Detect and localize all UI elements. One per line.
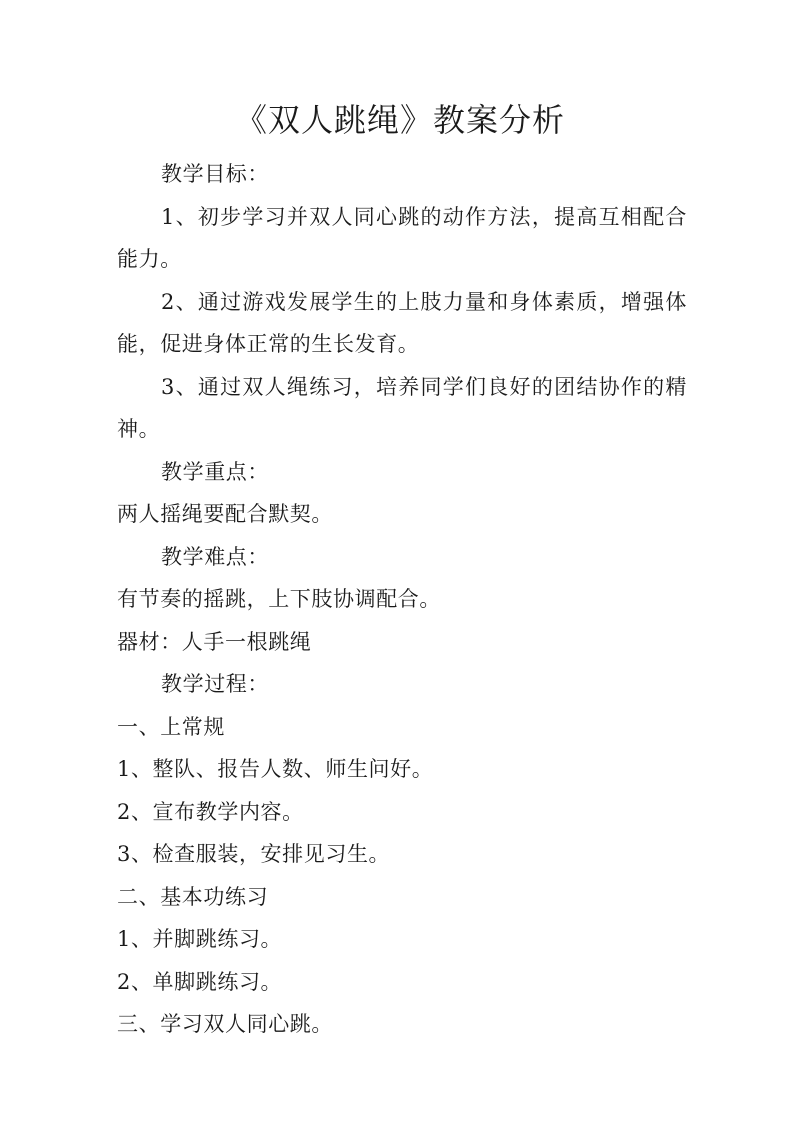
paragraph-section-1-item-1: 1、整队、报告人数、师生问好。 bbox=[117, 757, 434, 781]
paragraph-equipment: 器材：人手一根跳绳 bbox=[117, 629, 312, 654]
paragraph-teaching-goals-heading: 教学目标： bbox=[161, 162, 269, 186]
paragraph-section-2-item-2: 2、单脚跳练习。 bbox=[117, 969, 283, 994]
paragraph-difficulties-heading: 教学难点： bbox=[161, 544, 269, 569]
paragraph-goal-2: 2、通过游戏发展学生的上肢力量和身体素质，增强体能，促进身体正常的生长发育。 bbox=[117, 289, 687, 356]
paragraph-section-3: 三、学习双人同心跳。 bbox=[117, 1012, 333, 1036]
document-body bbox=[117, 153, 687, 1046]
paragraph-key-points: 两人摇绳要配合默契。 bbox=[117, 502, 333, 526]
paragraph-section-2-item-1: 1、并脚跳练习。 bbox=[117, 927, 283, 951]
paragraph-section-1-item-3: 3、检查服装，安排见习生。 bbox=[117, 842, 391, 866]
paragraph-key-points-heading: 教学重点： bbox=[161, 459, 269, 484]
paragraph-section-1: 一、上常规 bbox=[117, 714, 225, 739]
document-title: 《双人跳绳》教案分析 bbox=[234, 101, 565, 139]
paragraph-goal-1: 1、初步学习并双人同心跳的动作方法，提高互相配合能力。 bbox=[117, 204, 687, 271]
paragraph-process-heading: 教学过程： bbox=[161, 672, 269, 696]
paragraph-section-1-item-2: 2、宣布教学内容。 bbox=[117, 799, 304, 824]
paragraph-goal-3: 3、通过双人绳练习，培养同学们良好的团结协作的精神。 bbox=[117, 374, 687, 441]
paragraph-section-2: 二、基本功练习 bbox=[117, 884, 269, 909]
paragraph-difficulties: 有节奏的摇跳，上下肢协调配合。 bbox=[117, 587, 441, 611]
